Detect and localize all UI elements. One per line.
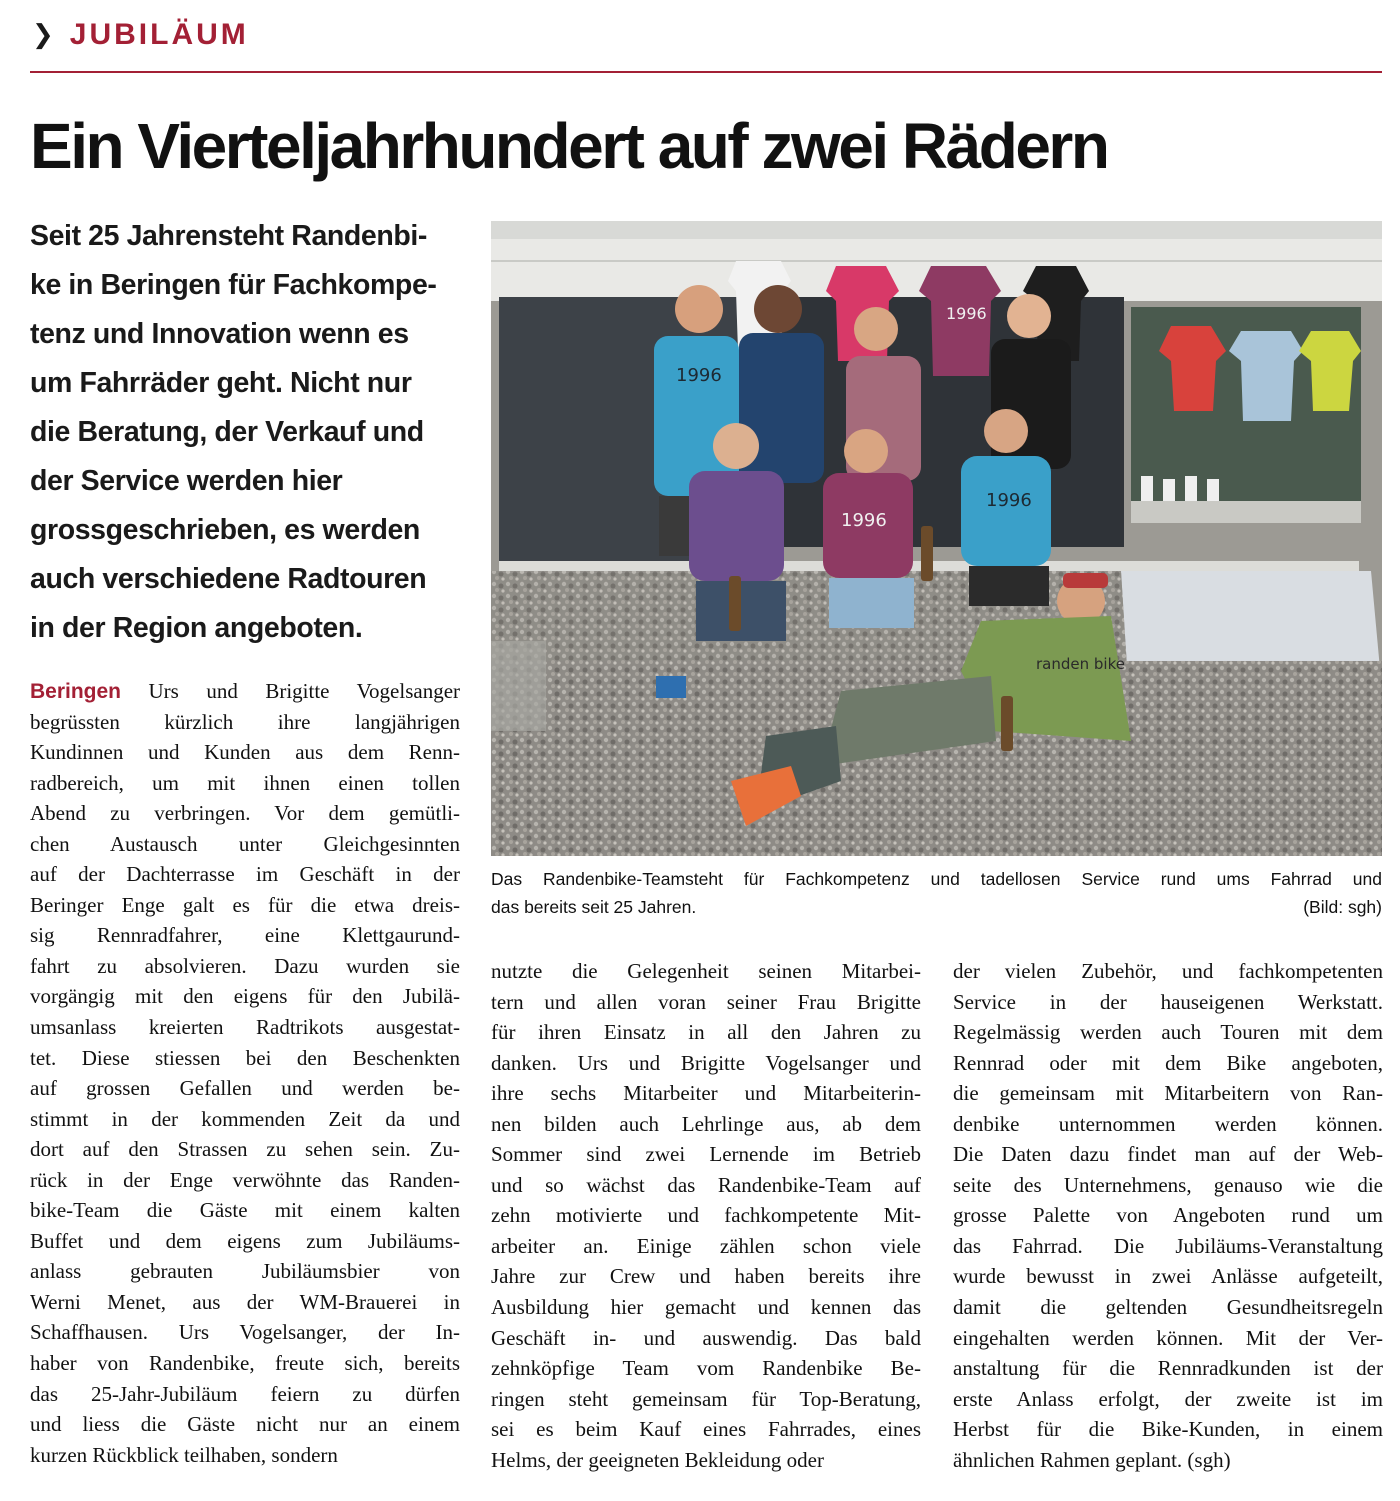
team-photo <box>491 221 1382 856</box>
body-first-line <box>30 676 460 707</box>
body-line: eingehalten werden können. Mit der Ver- <box>953 1325 1383 1350</box>
body-line: das 25-Jahr-Jubiläum feiern zu dürfen <box>30 1381 460 1406</box>
body-line: radbereich, um mit ihnen einen tollen <box>30 770 460 795</box>
body-line: seite des Unternehmens, genauso wie die <box>953 1172 1383 1197</box>
body-line: erste Anlass erfolgt, der zweite ist im <box>953 1386 1383 1411</box>
body-line: fahrt zu absolvieren. Dazu wurden sie <box>30 953 460 978</box>
body-line: chen Austausch unter Gleichgesinnten <box>30 831 460 856</box>
body-line: die gemeinsam mit Mitarbeitern von Ran- <box>953 1081 1383 1106</box>
body-column-1 <box>30 676 460 1470</box>
body-line: Geschäft in- und auswendig. Das bald <box>491 1325 921 1350</box>
shirt-brand: randen bike <box>1036 655 1125 673</box>
body-line: Abend zu verbringen. Vor dem gemütli- <box>30 801 460 826</box>
jersey-number: 1996 <box>841 510 887 531</box>
lead-line: auch verschiedene Radtouren <box>30 563 427 595</box>
body-line: für ihren Einsatz in all den Jahren zu <box>491 1020 921 1045</box>
body-line: tet. Diese stiessen bei den Beschenkten <box>30 1045 460 1070</box>
jersey-number: 1996 <box>986 490 1032 511</box>
lead-line: grossgeschrieben, es werden <box>30 514 420 546</box>
article-headline: Ein Vierteljahrhundert auf zwei Rädern <box>30 110 1108 182</box>
body-line: rück in der Enge verwöhnte das Randen- <box>30 1167 460 1192</box>
body-line: Herbst für die Bike-Kunden, in einem <box>953 1417 1383 1442</box>
body-line: auf grossen Gefallen und werden be- <box>30 1076 460 1101</box>
body-line: nen bilden auch Lehrlinge aus, ab dem <box>491 1111 921 1136</box>
body-line: begrüssten kürzlich ihre langjährigen <box>30 709 460 734</box>
body-line: auf der Dachterrasse im Geschäft in der <box>30 862 460 887</box>
body-line: Kundinnen und Kunden aus dem Renn- <box>30 740 460 765</box>
body-line: und liess die Gäste nicht nur an einem <box>30 1412 460 1437</box>
caption-line: das bereits seit 25 Jahren. <box>491 897 697 917</box>
body-column-3 <box>953 956 1383 1475</box>
lead-line: in der Region angeboten. <box>30 612 363 644</box>
body-line: bike-Team die Gäste mit einem kalten <box>30 1198 460 1223</box>
body-line: wurde bewusst in zwei Anlässe aufgeteilt, <box>953 1264 1383 1289</box>
body-line: anstaltung für die Rennradkunden ist der <box>953 1356 1383 1381</box>
section-label: JUBILÄUM <box>69 18 249 51</box>
body-line: stimmt in der kommenden Zeit da und <box>30 1106 460 1131</box>
lead-line: um Fahrräder geht. Nicht nur <box>30 367 412 399</box>
body-line: danken. Urs und Brigitte Vogelsanger und <box>491 1050 921 1075</box>
body-line: haber von Randenbike, freute sich, bereits <box>30 1351 460 1376</box>
body-line: zehnköpfige Team vom Randenbike Be- <box>491 1356 921 1381</box>
lead-line: tenz und Innovation wenn es <box>30 318 409 350</box>
section-divider <box>30 71 1382 73</box>
lead-line: ke in Beringen für Fachkompe- <box>30 269 437 301</box>
body-line: damit die geltenden Gesundheitsregeln <box>953 1295 1383 1320</box>
body-line: Ausbildung hier gemacht und kennen das <box>491 1295 921 1320</box>
body-line: ähnlichen Rahmen geplant. (sgh) <box>953 1447 1231 1472</box>
body-line: umsanlass kreierten Radtrikots ausgestat- <box>30 1015 460 1040</box>
body-line: nutzte die Gelegenheit seinen Mitarbei- <box>491 959 921 983</box>
body-line: der vielen Zubehör, und fachkompetenten <box>953 959 1383 983</box>
body-line: Rennrad oder mit dem Bike angeboten, <box>953 1050 1383 1075</box>
body-line: Die Daten dazu findet man auf der Web- <box>953 1142 1383 1167</box>
body-line: Werni Menet, aus der WM-Brauerei in <box>30 1289 460 1314</box>
body-line: Regelmässig werden auch Touren mit dem <box>953 1020 1383 1045</box>
body-line: Beringer Enge galt es für die etwa dreis- <box>30 892 460 917</box>
body-line: vorgängig mit den eigens für den Jubilä- <box>30 984 460 1009</box>
section-kicker <box>32 12 249 58</box>
lead-line: die Beratung, der Verkauf und <box>30 416 424 448</box>
body-line: Service in der hauseigenen Werkstatt. <box>953 989 1383 1014</box>
chevron-right-icon: ❯ <box>32 20 54 50</box>
body-line: grosse Palette von Angeboten rund um <box>953 1203 1383 1228</box>
lead-line: Seit 25 Jahrensteht Randenbi- <box>30 220 428 252</box>
photo-caption <box>491 865 1382 921</box>
photo-credit: (Bild: sgh) <box>1303 897 1382 917</box>
body-line: kurzen Rückblick teilhaben, sondern <box>30 1442 338 1467</box>
body-line: Helms, der geeigneten Bekleidung oder <box>491 1447 824 1472</box>
lead-line: der Service werden hier <box>30 465 343 497</box>
body-line: arbeiter an. Einige zählen schon viele <box>491 1233 921 1258</box>
body-line: ihre sechs Mitarbeiter und Mitarbeiterin- <box>491 1081 921 1106</box>
body-line: Sommer sind zwei Lernende im Betrieb <box>491 1142 921 1167</box>
body-line: Schaffhausen. Urs Vogelsanger, der In- <box>30 1320 460 1345</box>
body-line: anlass gebrauten Jubiläumsbier von <box>30 1259 460 1284</box>
dateline: Beringen <box>30 680 122 703</box>
body-line: und so wächst das Randenbike-Team auf <box>491 1172 921 1197</box>
body-line: das Fahrrad. Die Jubiläums-Veranstaltung <box>953 1233 1383 1258</box>
body-line: zehn motivierte und fachkompetente Mit- <box>491 1203 921 1228</box>
jersey-number: 1996 <box>676 365 722 386</box>
body-line: tern und allen voran seiner Frau Brigitte <box>491 989 921 1014</box>
body-line: ringen steht gemeinsam für Top-Beratung, <box>491 1386 921 1411</box>
body-line: Buffet und dem eigens zum Jubiläums- <box>30 1228 460 1253</box>
body-line: sig Rennradfahrer, eine Klettgaurund- <box>30 923 460 948</box>
jersey-number: 1996 <box>946 304 987 323</box>
body-line: sei es beim Kauf eines Fahrrades, eines <box>491 1417 921 1442</box>
body-line: Urs und Brigitte Vogelsanger <box>148 679 461 703</box>
caption-line: Das Randenbike-Teamsteht für Fachkompetenz und tadellosen Service rund ums Fahrrad und <box>491 869 1382 889</box>
body-line: denbike unternommen werden können. <box>953 1111 1383 1136</box>
body-line: dort auf den Strassen zu sehen sein. Zu- <box>30 1137 460 1162</box>
body-line: Jahre zur Crew und haben bereits ihre <box>491 1264 921 1289</box>
article-lead <box>30 212 475 653</box>
body-column-2 <box>491 956 921 1475</box>
